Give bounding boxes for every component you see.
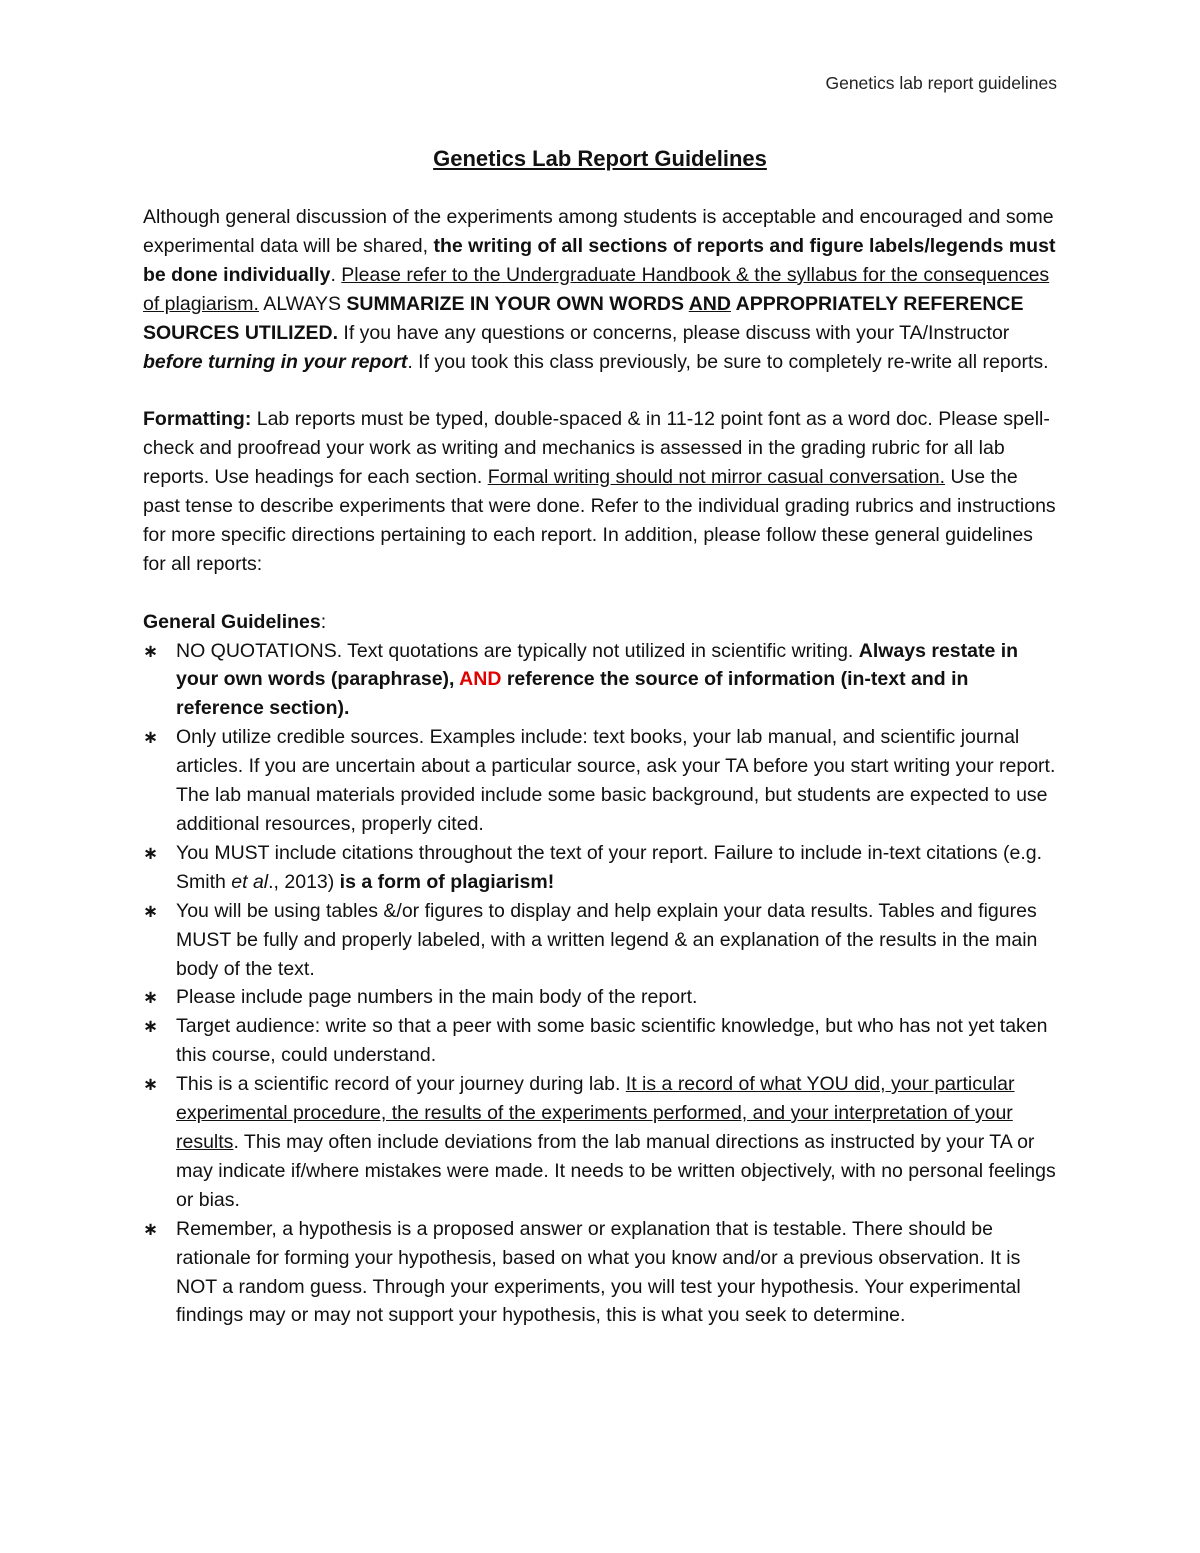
list-item	[143, 637, 1059, 724]
list-item	[143, 1012, 1059, 1070]
asterisk-bullet-icon: ∗	[143, 1016, 159, 1037]
bullet-bold-text: Always restate in your own words (paraphrase),	[176, 639, 1019, 691]
general-guidelines-colon: :	[320, 610, 327, 633]
list-item	[143, 839, 1059, 897]
running-header: Genetics lab report guidelines	[825, 73, 1057, 93]
asterisk-bullet-icon: ∗	[143, 842, 159, 863]
bullet-italic-et-al: et al	[231, 870, 269, 893]
bullet-underlined-record: It is a record of what YOU did, your particular experimental procedure, the results of the experiments performed, and your interpretation of your results	[176, 1073, 1015, 1153]
asterisk-bullet-icon: ∗	[143, 1074, 159, 1095]
bullet-red-and: AND	[459, 668, 502, 691]
intro-bold-reference: APPROPRIATELY REFERENCE SOURCES UTILIZED.	[143, 292, 1024, 344]
bullet-text: NO QUOTATIONS. Text quotations are typically not utilized in scientific writing.	[176, 639, 859, 662]
bullet-text: Please include page numbers in the main body of the report.	[176, 986, 698, 1009]
formatting-text: Lab reports must be typed, double-spaced & in 11-12 point font as a word doc. Please spell-check and proofread your work as writing and mechanics is assessed in the grading rubric for all lab reports. Use headings for each section.	[143, 408, 1050, 489]
bullet-text: This is a scientific record of your journey during lab.	[176, 1073, 626, 1096]
bullet-text: Only utilize credible sources. Examples include: text books, your lab manual, and scientific journal articles. If you are uncertain about a particular source, ask your TA before you start writing your report. The lab manual materials provided include some basic background, but students are expected to use additional resources, properly cited.	[176, 726, 1056, 835]
asterisk-bullet-icon: ∗	[143, 727, 159, 748]
paragraph-gap	[143, 579, 1059, 608]
asterisk-bullet-icon: ∗	[143, 900, 159, 921]
formatting-underlined-formal-writing: Formal writing should not mirror casual conversation.	[487, 466, 946, 489]
bullet-text: . This may often include deviations from the lab manual directions as instructed by your TA or may indicate if/where mistakes were made. It needs to be written objectively, with no personal feelings or bias.	[176, 1130, 1056, 1211]
bullet-text: Target audience: write so that a peer with some basic scientific knowledge, but who has not yet taken this course, could understand.	[176, 1015, 1048, 1067]
asterisk-bullet-icon: ∗	[143, 987, 159, 1008]
intro-bold-summarize: SUMMARIZE IN YOUR OWN WORDS	[346, 292, 689, 315]
bullet-text: ., 2013)	[268, 870, 340, 893]
bullet-text: You will be using tables &/or figures to display and help explain your data results. Tables and figures MUST be fully and properly labeled, with a written legend & an explanation of the results in the main body of the text.	[176, 899, 1038, 980]
intro-bold-italic-before-turning: before turning in your report	[143, 350, 408, 373]
document-body	[143, 203, 1059, 1330]
intro-text: Although general discussion of the experiments among students is acceptable and encouraged and some experimental data will be shared,	[143, 206, 1054, 257]
formatting-label: Formatting:	[143, 408, 252, 431]
paragraph-gap	[143, 376, 1059, 405]
bullet-bold-plagiarism: is a form of plagiarism!	[339, 870, 555, 893]
intro-bold-underlined-and: AND	[688, 292, 731, 315]
general-guidelines-heading	[143, 608, 1059, 637]
bullet-text: You MUST include citations throughout the text of your report. Failure to include in-text citations (e.g. Smith	[176, 841, 1043, 893]
list-item	[143, 983, 1059, 1012]
intro-paragraph	[143, 203, 1059, 376]
intro-underlined-handbook: Please refer to the Undergraduate Handbook & the syllabus for the consequences of plagiarism.	[143, 263, 1050, 315]
guidelines-list	[143, 637, 1059, 1331]
asterisk-bullet-icon: ∗	[143, 640, 159, 661]
general-guidelines-label: General Guidelines	[143, 610, 321, 633]
list-item	[143, 1070, 1059, 1215]
bullet-text: Remember, a hypothesis is a proposed answer or explanation that is testable. There should be rationale for forming your hypothesis, based on what you know and/or a previous observation. It is NOT a random guess. Through your experiments, you will test your hypothesis. Your experimental findings may or may not support your hypothesis, this is what you seek to determine.	[176, 1217, 1021, 1327]
formatting-text: Use the past tense to describe experiments that were done. Refer to the individual grading rubrics and instructions for more specific directions pertaining to each report. In addition, please follow these general guidelines for all reports:	[143, 466, 1056, 575]
list-item	[143, 897, 1059, 984]
bullet-bold-text: reference the source of information (in-text and in reference section).	[176, 668, 969, 720]
intro-text: ALWAYS	[258, 292, 347, 315]
intro-bold-individual-writing: the writing of all sections of reports and figure labels/legends must be done individually	[143, 234, 1056, 286]
asterisk-bullet-icon: ∗	[143, 1218, 159, 1239]
intro-text: If you have any questions or concerns, please discuss with your TA/Instructor	[338, 321, 1010, 344]
intro-text: . If you took this class previously, be sure to completely re-write all reports.	[407, 350, 1049, 373]
list-item	[143, 723, 1059, 839]
formatting-paragraph	[143, 405, 1059, 578]
intro-text: .	[330, 263, 342, 286]
document-title: Genetics Lab Report Guidelines	[433, 146, 767, 171]
list-item	[143, 1215, 1059, 1331]
